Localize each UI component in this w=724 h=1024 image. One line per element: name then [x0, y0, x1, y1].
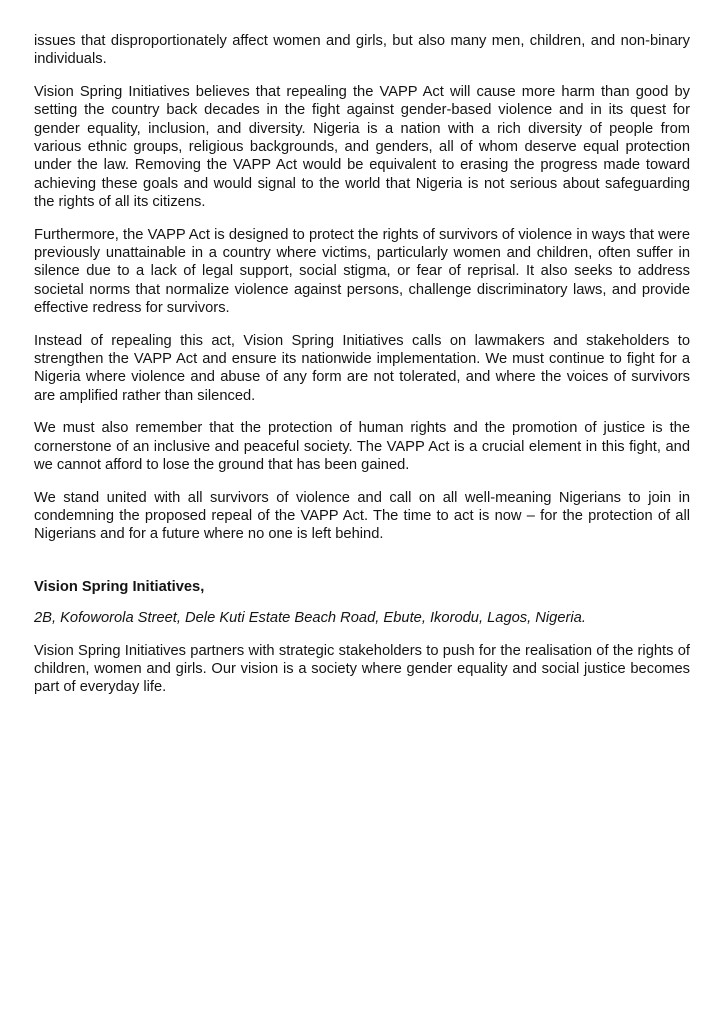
paragraph-call-to-action: We stand united with all survivors of violence and call on all well-meaning Nigerians to join in condemning the proposed repeal of the VAPP Act. The time to act is now – for the protection of all Nigerians and for a future where no one is left behind. — [34, 489, 690, 543]
organization-about: Vision Spring Initiatives partners with strategic stakeholders to push for the realisation of the rights of children, women and girls. Our vision is a society where gender equality and social justice becomes part of everyday life. — [34, 642, 690, 696]
paragraph-survivor-rights: Furthermore, the VAPP Act is designed to protect the rights of survivors of violence in ways that were previously unattainable in a country where victims, particularly women and children, often suffer in silence due to a lack of legal support, social stigma, or fear of reprisal. It also seeks to address societal norms that normalize violence against persons, challenge discriminatory laws, and provide effective redress for survivors. — [34, 226, 690, 316]
organization-address: 2B, Kofoworola Street, Dele Kuti Estate Beach Road, Ebute, Ikorodu, Lagos, Nigeria. — [34, 609, 586, 626]
paragraph-repeal-harm: Vision Spring Initiatives believes that repealing the VAPP Act will cause more harm than good by setting the country back decades in the fight against gender-based violence and in its quest for gender equality, inclusion, and diversity. Nigeria is a nation with a rich diversity of people from various ethnic groups, religious backgrounds, and genders, all of whom deserve equal protection under the law. Removing the VAPP Act would be equivalent to erasing the progress made toward achieving these goals and would signal to the world that Nigeria is not serious about safeguarding the rights of all its citizens. — [34, 84, 690, 210]
paragraph-strengthen-act: Instead of repealing this act, Vision Spring Initiatives calls on lawmakers and stakeholders to strengthen the VAPP Act and ensure its nationwide implementation. We must continue to fight for a Nigeria where violence and abuse of any form are not tolerated, and where the voices of survivors are amplified rather than silenced. — [34, 332, 690, 404]
signature-block — [34, 578, 690, 697]
document-page — [34, 32, 690, 711]
paragraph-human-rights: We must also remember that the protection of human rights and the promotion of justice is the cornerstone of an inclusive and peaceful society. The VAPP Act is a crucial element in this fight, and we cannot afford to lose the ground that has been gained. — [34, 420, 690, 473]
organization-name: Vision Spring Initiatives, — [34, 578, 205, 595]
paragraph-continuation: issues that disproportionately affect women and girls, but also many men, children, and non-binary individuals. — [34, 33, 690, 68]
